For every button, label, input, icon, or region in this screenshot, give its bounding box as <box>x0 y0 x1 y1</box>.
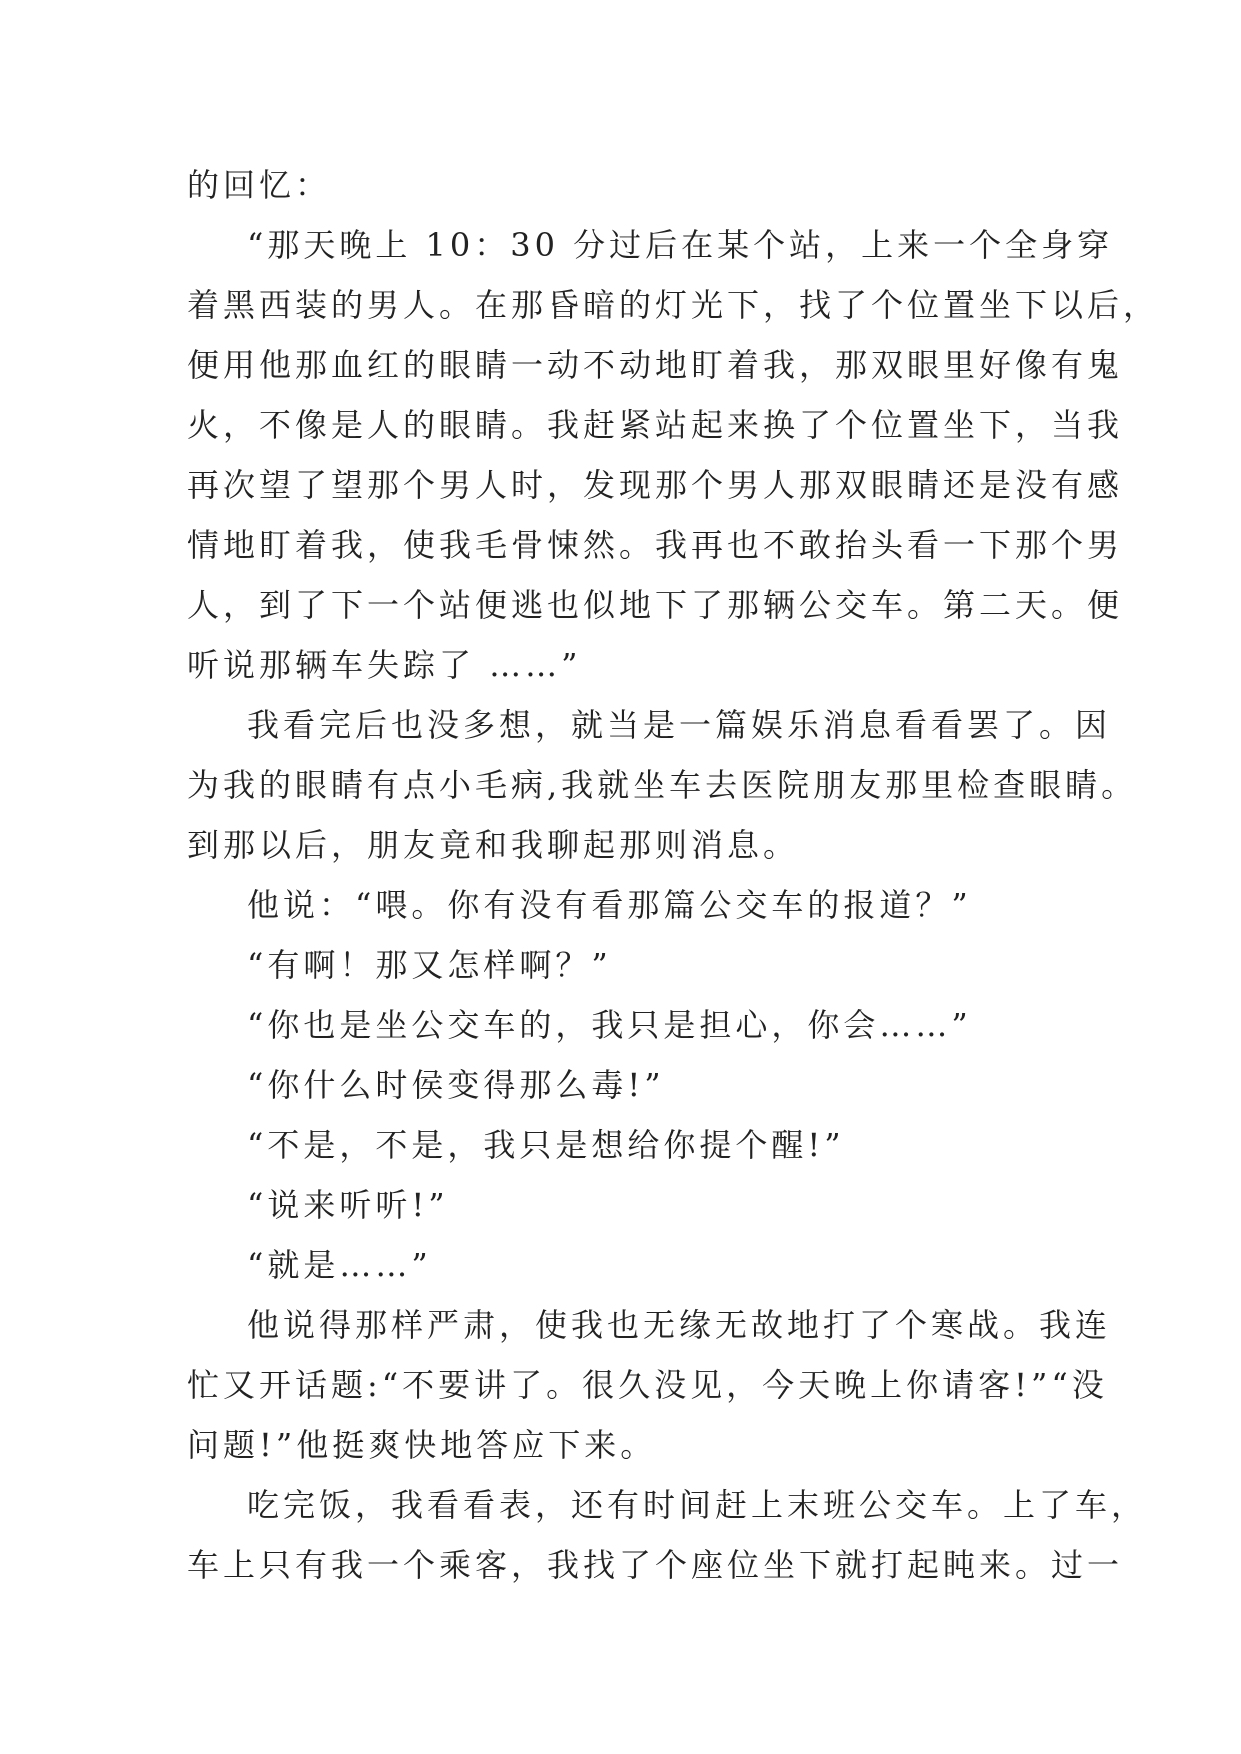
text-line: 人，到了下一个站便逃也似地下了那辆公交车。第二天。便 <box>187 586 1124 624</box>
text-line: 我看完后也没多想，就当是一篇娱乐消息看看罢了。因 <box>247 706 1112 744</box>
paragraph <box>187 215 1160 695</box>
text-line: 着黑西装的男人。在那昏暗的灯光下，找了个位置坐下以后， <box>187 286 1160 324</box>
paragraph <box>187 935 1059 995</box>
text-line: 为我的眼睛有点小毛病,我就坐车去医院朋友那里检查眼睛。 <box>187 766 1138 804</box>
text-line: “有啊！那又怎样啊？” <box>247 946 612 984</box>
text-line: 的回忆： <box>187 166 332 204</box>
text-line: 车上只有我一个乘客，我找了个座位坐下就打起盹来。过一 <box>187 1546 1124 1584</box>
text-line: “那天晚上 10：30 分过后在某个站，上来一个全身穿 <box>247 226 1114 264</box>
text-line: 到那以后，朋友竟和我聊起那则消息。 <box>187 826 800 864</box>
paragraph <box>187 1175 1059 1235</box>
text-line: 再次望了望那个男人时，发现那个男人那双眼睛还是没有感 <box>187 466 1124 504</box>
document-body <box>187 155 1160 1595</box>
text-line: 忙又开话题:“不要讲了。很久没见，今天晚上你请客!”“没 <box>187 1366 1108 1404</box>
paragraph <box>187 995 1059 1055</box>
text-line: “不是，不是，我只是想给你提个醒!” <box>247 1126 845 1164</box>
text-line: 火，不像是人的眼睛。我赶紧站起来换了个位置坐下，当我 <box>187 406 1124 444</box>
text-line: 问题!”他挺爽快地答应下来。 <box>187 1426 657 1464</box>
paragraph <box>187 1475 1148 1595</box>
paragraph <box>187 695 1138 875</box>
text-line: “你什么时侯变得那么毒!” <box>247 1066 665 1104</box>
paragraph <box>187 1295 1112 1475</box>
text-line: “说来听听!” <box>247 1186 449 1224</box>
text-line: 情地盯着我，使我毛骨悚然。我再也不敢抬头看一下那个男 <box>187 526 1124 564</box>
paragraph <box>187 155 1059 215</box>
paragraph <box>187 1235 1059 1295</box>
paragraph <box>187 1115 1059 1175</box>
text-line: 便用他那血红的眼睛一动不动地盯着我，那双眼里好像有鬼 <box>187 346 1124 384</box>
text-line: “就是……” <box>247 1246 432 1284</box>
paragraph <box>187 875 1059 935</box>
text-line: 听说那辆车失踪了 ……” <box>187 646 582 684</box>
text-line: 吃完饭，我看看表，还有时间赶上末班公交车。上了车， <box>247 1486 1148 1524</box>
text-line: “你也是坐公交车的，我只是担心，你会……” <box>247 1006 972 1044</box>
paragraph <box>187 1055 1059 1115</box>
text-line: 他说：“喂。你有没有看那篇公交车的报道？” <box>247 886 972 924</box>
text-line: 他说得那样严肃，使我也无缘无故地打了个寒战。我连 <box>247 1306 1112 1344</box>
